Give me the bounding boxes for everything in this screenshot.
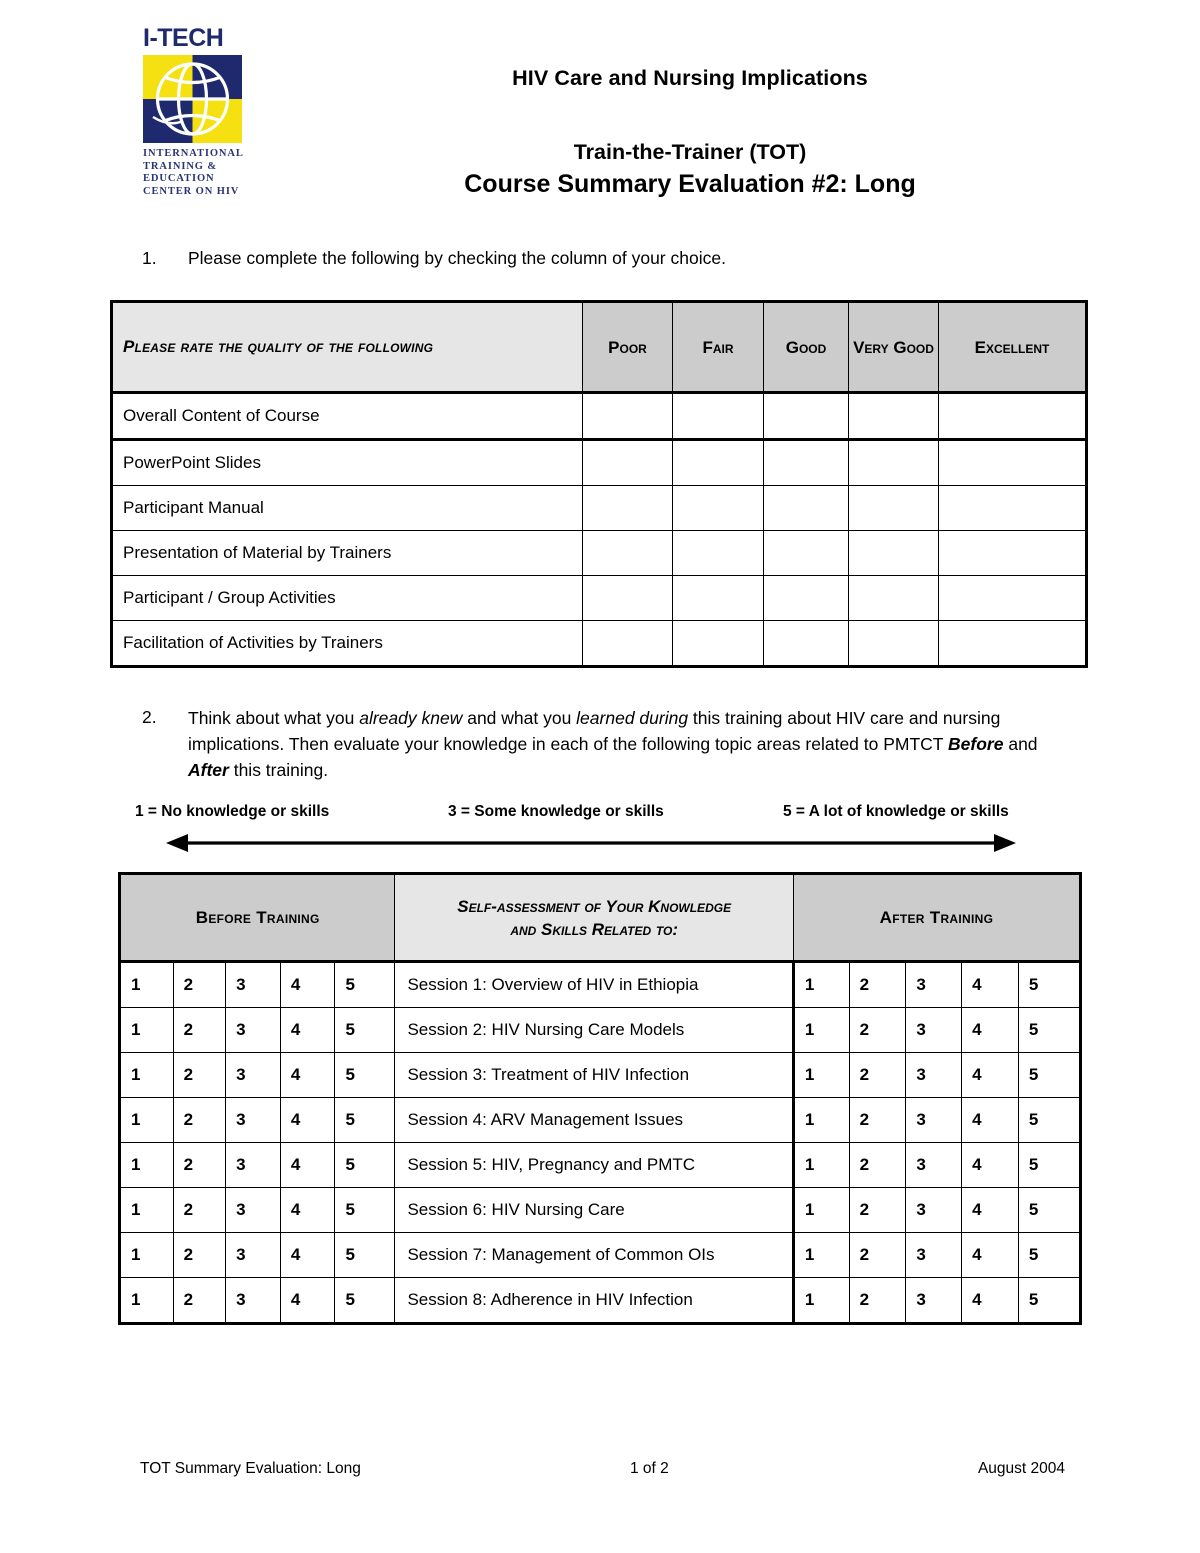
- document-footer: [140, 1460, 1065, 1478]
- q2-emphasis-after: After: [188, 760, 229, 780]
- before-score-2[interactable]: 2: [173, 1188, 226, 1233]
- quality-header-label: Please rate the quality of the following: [112, 302, 583, 393]
- after-score-5[interactable]: 5: [1018, 1008, 1080, 1053]
- quality-checkbox-cell-very-good[interactable]: [849, 393, 939, 440]
- quality-checkbox-cell-fair[interactable]: [673, 531, 764, 576]
- quality-checkbox-cell-good[interactable]: [764, 576, 849, 621]
- before-score-4[interactable]: 4: [280, 1143, 335, 1188]
- after-score-3[interactable]: 3: [906, 962, 962, 1008]
- logo-subtitle-line-3: EDUCATION: [143, 173, 215, 184]
- quality-checkbox-cell-fair[interactable]: [673, 440, 764, 486]
- footer-left: TOT Summary Evaluation: Long: [140, 1460, 361, 1477]
- after-score-1[interactable]: 1: [793, 1008, 849, 1053]
- quality-header-very-good: Very Good: [849, 302, 939, 393]
- q2-part-4: and: [1003, 734, 1038, 754]
- question-2-text: [188, 705, 1062, 783]
- before-score-5[interactable]: 5: [335, 1278, 395, 1324]
- quality-rating-table[interactable]: [110, 300, 1088, 668]
- header-self-assessment-line-2: and Skills Related to:: [510, 919, 678, 939]
- quality-checkbox-cell-very-good[interactable]: [849, 576, 939, 621]
- quality-checkbox-cell-excellent[interactable]: [939, 440, 1087, 486]
- before-score-3[interactable]: 3: [226, 1098, 281, 1143]
- after-score-1[interactable]: 1: [793, 1098, 849, 1143]
- quality-checkbox-cell-poor[interactable]: [583, 393, 673, 440]
- table-row: [120, 1098, 1081, 1143]
- after-score-1[interactable]: 1: [793, 962, 849, 1008]
- before-score-3[interactable]: 3: [226, 1008, 281, 1053]
- quality-checkbox-cell-poor[interactable]: [583, 486, 673, 531]
- quality-checkbox-cell-good[interactable]: [764, 621, 849, 667]
- after-score-5[interactable]: 5: [1018, 1098, 1080, 1143]
- table-row: [120, 962, 1081, 1008]
- quality-checkbox-cell-good[interactable]: [764, 486, 849, 531]
- table-header-row: [120, 874, 1081, 962]
- q2-part-1: Think about what you: [188, 708, 360, 728]
- quality-row-label: PowerPoint Slides: [112, 440, 583, 486]
- question-1-number: 1.: [142, 248, 157, 268]
- q2-emphasis-already-knew: already knew: [359, 708, 463, 728]
- before-score-1[interactable]: 1: [120, 1143, 174, 1188]
- header-after-training: After Training: [793, 874, 1080, 962]
- before-score-1[interactable]: 1: [120, 1098, 174, 1143]
- table-row: [112, 486, 1087, 531]
- before-score-1[interactable]: 1: [120, 1188, 174, 1233]
- globe-grid-icon: [143, 55, 242, 143]
- title-evaluation-line: Course Summary Evaluation #2: Long: [464, 170, 916, 198]
- scale-label-5: 5 = A lot of knowledge or skills: [783, 803, 1009, 820]
- table-row: [112, 393, 1087, 440]
- quality-checkbox-cell-excellent[interactable]: [939, 531, 1087, 576]
- after-score-5[interactable]: 5: [1018, 1233, 1080, 1278]
- after-score-4[interactable]: 4: [962, 1053, 1019, 1098]
- after-score-3[interactable]: 3: [906, 1278, 962, 1324]
- quality-checkbox-cell-fair[interactable]: [673, 393, 764, 440]
- table-row: [112, 576, 1087, 621]
- quality-checkbox-cell-good[interactable]: [764, 393, 849, 440]
- before-score-5[interactable]: 5: [335, 1053, 395, 1098]
- after-score-1[interactable]: 1: [793, 1278, 849, 1324]
- quality-checkbox-cell-good[interactable]: [764, 531, 849, 576]
- table-row: [112, 440, 1087, 486]
- q2-emphasis-learned-during: learned during: [576, 708, 689, 728]
- after-score-2[interactable]: 2: [849, 1098, 906, 1143]
- before-score-2[interactable]: 2: [173, 1008, 226, 1053]
- footer-page-number: 1 of 2: [630, 1460, 669, 1477]
- session-label: Session 8: Adherence in HIV Infection: [395, 1278, 793, 1324]
- after-score-2[interactable]: 2: [849, 1278, 906, 1324]
- table-header-row: [112, 302, 1087, 393]
- after-score-4[interactable]: 4: [962, 1233, 1019, 1278]
- table-row: [120, 1188, 1081, 1233]
- quality-checkbox-cell-poor[interactable]: [583, 531, 673, 576]
- table-row: [112, 621, 1087, 667]
- header-self-assessment: [395, 874, 793, 962]
- session-label: Session 7: Management of Common OIs: [395, 1233, 793, 1278]
- question-1: [142, 246, 1042, 271]
- before-score-3[interactable]: 3: [226, 1233, 281, 1278]
- logo-wordmark: I-TECH: [143, 24, 224, 52]
- before-score-5[interactable]: 5: [335, 1188, 395, 1233]
- after-score-4[interactable]: 4: [962, 1188, 1019, 1233]
- after-score-3[interactable]: 3: [906, 1098, 962, 1143]
- after-score-1[interactable]: 1: [793, 1233, 849, 1278]
- session-label: Session 5: HIV, Pregnancy and PMTC: [395, 1143, 793, 1188]
- after-score-2[interactable]: 2: [849, 1008, 906, 1053]
- after-score-2[interactable]: 2: [849, 1053, 906, 1098]
- quality-checkbox-cell-poor[interactable]: [583, 621, 673, 667]
- table-row: [120, 1278, 1081, 1324]
- quality-checkbox-cell-very-good[interactable]: [849, 440, 939, 486]
- after-score-3[interactable]: 3: [906, 1188, 962, 1233]
- before-score-5[interactable]: 5: [335, 1008, 395, 1053]
- q2-part-5: this training.: [228, 760, 329, 780]
- question-1-text: Please complete the following by checking the column of your choice.: [188, 248, 726, 268]
- scale-label-1: 1 = No knowledge or skills: [135, 803, 330, 820]
- before-score-3[interactable]: 3: [226, 1188, 281, 1233]
- quality-row-label: Participant Manual: [112, 486, 583, 531]
- after-score-5[interactable]: 5: [1018, 1053, 1080, 1098]
- session-label: Session 4: ARV Management Issues: [395, 1098, 793, 1143]
- document-header: [0, 0, 1200, 230]
- scale-legend-labels: [118, 803, 1082, 825]
- after-score-5[interactable]: 5: [1018, 1143, 1080, 1188]
- before-score-1[interactable]: 1: [120, 1233, 174, 1278]
- after-score-2[interactable]: 2: [849, 962, 906, 1008]
- q2-emphasis-before: Before: [948, 734, 1004, 754]
- session-label: Session 1: Overview of HIV in Ethiopia: [395, 962, 793, 1008]
- header-before-training: Before Training: [120, 874, 395, 962]
- after-score-4[interactable]: 4: [962, 1008, 1019, 1053]
- quality-header-excellent: Excellent: [939, 302, 1087, 393]
- title-course-name: HIV Care and Nursing Implications: [512, 66, 868, 90]
- before-score-4[interactable]: 4: [280, 1233, 335, 1278]
- quality-checkbox-cell-very-good[interactable]: [849, 621, 939, 667]
- before-score-4[interactable]: 4: [280, 962, 335, 1008]
- quality-checkbox-cell-excellent[interactable]: [939, 621, 1087, 667]
- after-score-5[interactable]: 5: [1018, 962, 1080, 1008]
- session-label: Session 3: Treatment of HIV Infection: [395, 1053, 793, 1098]
- quality-header-good: Good: [764, 302, 849, 393]
- table-row: [120, 1053, 1081, 1098]
- after-score-2[interactable]: 2: [849, 1143, 906, 1188]
- quality-row-label: Facilitation of Activities by Trainers: [112, 621, 583, 667]
- quality-checkbox-cell-fair[interactable]: [673, 576, 764, 621]
- before-score-1[interactable]: 1: [120, 962, 174, 1008]
- before-score-2[interactable]: 2: [173, 1143, 226, 1188]
- before-score-2[interactable]: 2: [173, 1233, 226, 1278]
- logo-subtitle: [143, 148, 258, 198]
- quality-checkbox-cell-very-good[interactable]: [849, 531, 939, 576]
- quality-checkbox-cell-excellent[interactable]: [939, 393, 1087, 440]
- before-score-3[interactable]: 3: [226, 1143, 281, 1188]
- before-score-2[interactable]: 2: [173, 1278, 226, 1324]
- after-score-1[interactable]: 1: [793, 1188, 849, 1233]
- after-score-3[interactable]: 3: [906, 1053, 962, 1098]
- quality-row-label: Presentation of Material by Trainers: [112, 531, 583, 576]
- before-score-3[interactable]: 3: [226, 1278, 281, 1324]
- logo-subtitle-line-1: INTERNATIONAL: [143, 148, 244, 159]
- self-assessment-table[interactable]: [118, 872, 1082, 1325]
- quality-checkbox-cell-excellent[interactable]: [939, 576, 1087, 621]
- quality-checkbox-cell-very-good[interactable]: [849, 486, 939, 531]
- quality-row-label: Overall Content of Course: [112, 393, 583, 440]
- logo-subtitle-line-4: CENTER ON HIV: [143, 185, 240, 197]
- question-2: [142, 705, 1062, 783]
- after-score-4[interactable]: 4: [962, 1098, 1019, 1143]
- before-score-2[interactable]: 2: [173, 1053, 226, 1098]
- before-score-4[interactable]: 4: [280, 1098, 335, 1143]
- before-score-2[interactable]: 2: [173, 962, 226, 1008]
- before-score-3[interactable]: 3: [226, 1053, 281, 1098]
- after-score-4[interactable]: 4: [962, 962, 1019, 1008]
- after-score-3[interactable]: 3: [906, 1008, 962, 1053]
- quality-checkbox-cell-excellent[interactable]: [939, 486, 1087, 531]
- after-score-1[interactable]: 1: [793, 1143, 849, 1188]
- q2-part-3: this training about HIV care and nursing implications. Then evaluate your knowledge in each of the following topic areas related to PMTCT: [188, 708, 1001, 754]
- header-self-assessment-line-1: Self-assessment of Your Knowledge: [457, 896, 732, 916]
- after-score-5[interactable]: 5: [1018, 1278, 1080, 1324]
- question-2-number: 2.: [142, 707, 157, 727]
- session-label: Session 2: HIV Nursing Care Models: [395, 1008, 793, 1053]
- quality-header-fair: Fair: [673, 302, 764, 393]
- after-score-4[interactable]: 4: [962, 1278, 1019, 1324]
- before-score-1[interactable]: 1: [120, 1278, 174, 1324]
- before-score-1[interactable]: 1: [120, 1053, 174, 1098]
- itech-logo: [143, 26, 258, 198]
- scale-label-3: 3 = Some knowledge or skills: [448, 803, 664, 820]
- session-label: Session 6: HIV Nursing Care: [395, 1188, 793, 1233]
- quality-checkbox-cell-good[interactable]: [764, 440, 849, 486]
- before-score-4[interactable]: 4: [280, 1188, 335, 1233]
- scale-legend: [118, 803, 1082, 861]
- after-score-4[interactable]: 4: [962, 1143, 1019, 1188]
- title-tot-line: Train-the-Trainer (TOT): [573, 140, 807, 164]
- q2-part-2: and what you: [462, 708, 577, 728]
- before-score-5[interactable]: 5: [335, 962, 395, 1008]
- page-title: [275, 66, 1105, 199]
- before-score-5[interactable]: 5: [335, 1098, 395, 1143]
- footer-right: August 2004: [977, 1460, 1065, 1477]
- quality-checkbox-cell-poor[interactable]: [583, 576, 673, 621]
- double-headed-arrow-icon: [166, 833, 1066, 855]
- before-score-2[interactable]: 2: [173, 1098, 226, 1143]
- table-row: [120, 1143, 1081, 1188]
- before-score-4[interactable]: 4: [280, 1008, 335, 1053]
- before-score-4[interactable]: 4: [280, 1278, 335, 1324]
- after-score-5[interactable]: 5: [1018, 1188, 1080, 1233]
- table-row: [112, 531, 1087, 576]
- after-score-1[interactable]: 1: [793, 1053, 849, 1098]
- before-score-3[interactable]: 3: [226, 962, 281, 1008]
- quality-row-label: Participant / Group Activities: [112, 576, 583, 621]
- before-score-5[interactable]: 5: [335, 1233, 395, 1278]
- after-score-2[interactable]: 2: [849, 1233, 906, 1278]
- quality-header-poor: Poor: [583, 302, 673, 393]
- table-row: [120, 1233, 1081, 1278]
- before-score-4[interactable]: 4: [280, 1053, 335, 1098]
- after-score-3[interactable]: 3: [906, 1233, 962, 1278]
- quality-checkbox-cell-poor[interactable]: [583, 440, 673, 486]
- after-score-3[interactable]: 3: [906, 1143, 962, 1188]
- after-score-2[interactable]: 2: [849, 1188, 906, 1233]
- logo-subtitle-line-2: TRAINING &: [143, 160, 218, 172]
- before-score-1[interactable]: 1: [120, 1008, 174, 1053]
- before-score-5[interactable]: 5: [335, 1143, 395, 1188]
- quality-checkbox-cell-fair[interactable]: [673, 486, 764, 531]
- quality-checkbox-cell-fair[interactable]: [673, 621, 764, 667]
- table-row: [120, 1008, 1081, 1053]
